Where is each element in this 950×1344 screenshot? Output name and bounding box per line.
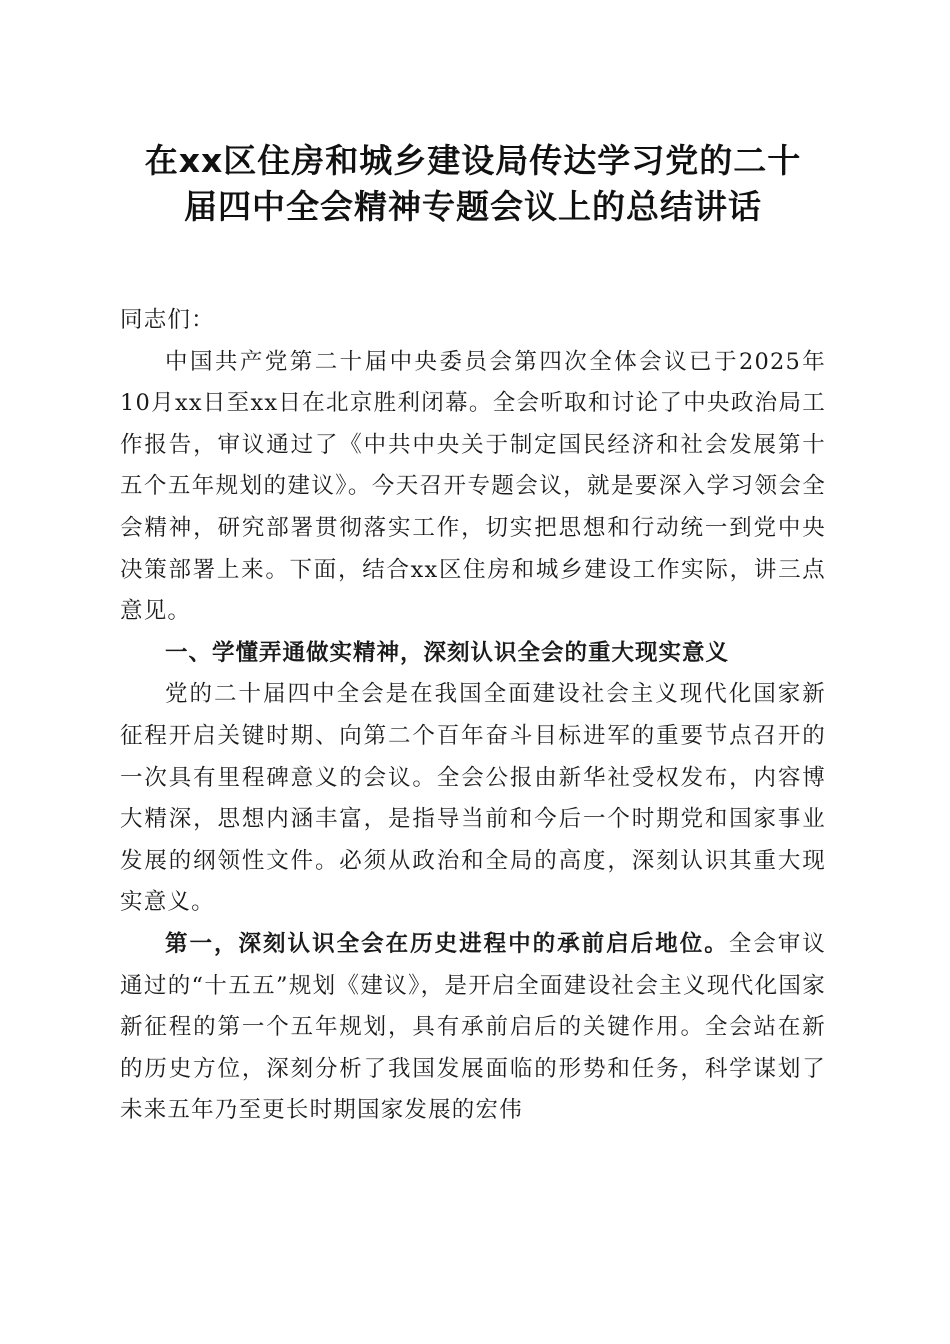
intro-paragraph: 中国共产党第二十届中央委员会第四次全体会议已于2025年10月xx日至xx日在北京胜利闭幕。全会听取和讨论了中央政治局工作报告，审议通过了《中共中央关于制定国民经济和社会发展第十五个五年规划的建议》。今天召开专题会议，就是要深入学习领会全会精神，研究部署贯彻落实工作，切实把思想和行动统一到党中央决策部署上来。下面，结合xx区住房和城乡建设工作实际，讲三点意见。 <box>120 348 826 625</box>
document-page <box>120 138 826 1132</box>
section-1-paragraph: 党的二十届四中全会是在我国全面建设社会主义现代化国家新征程开启关键时期、向第二个百年奋斗目标进军的重要节点召开的一次具有里程碑意义的会议。全会公报由新华社受权发布，内容博大精深，思想内涵丰富，是指导当前和今后一个时期党和国家事业发展的纲领性文件。必须从政治和全局的高度，深刻认识其重大现实意义。 <box>120 681 826 916</box>
point-1-lead: 第一，深刻认识全会在历史进程中的承前启后地位。 <box>165 930 729 957</box>
point-1-paragraph <box>120 924 826 1132</box>
document-title <box>120 138 826 230</box>
title-line-1: 在xx区住房和城乡建设局传达学习党的二十 <box>144 141 802 180</box>
salutation: 同志们： <box>120 307 215 333</box>
document-body <box>120 300 826 1132</box>
point-1-text: 全会审议通过的“十五五”规划《建议》，是开启全面建设社会主义现代化国家新征程的第一个五年规划，具有承前启后的关键作用。全会站在新的历史方位，深刻分析了我国发展面临的形势和任务，科学谋划了未来五年乃至更长时期国家发展的宏伟 <box>120 930 826 1124</box>
section-heading-1: 一、学懂弄通做实精神，深刻认识全会的重大现实意义 <box>165 639 730 666</box>
title-line-2: 届四中全会精神专题会议上的总结讲话 <box>184 187 762 226</box>
